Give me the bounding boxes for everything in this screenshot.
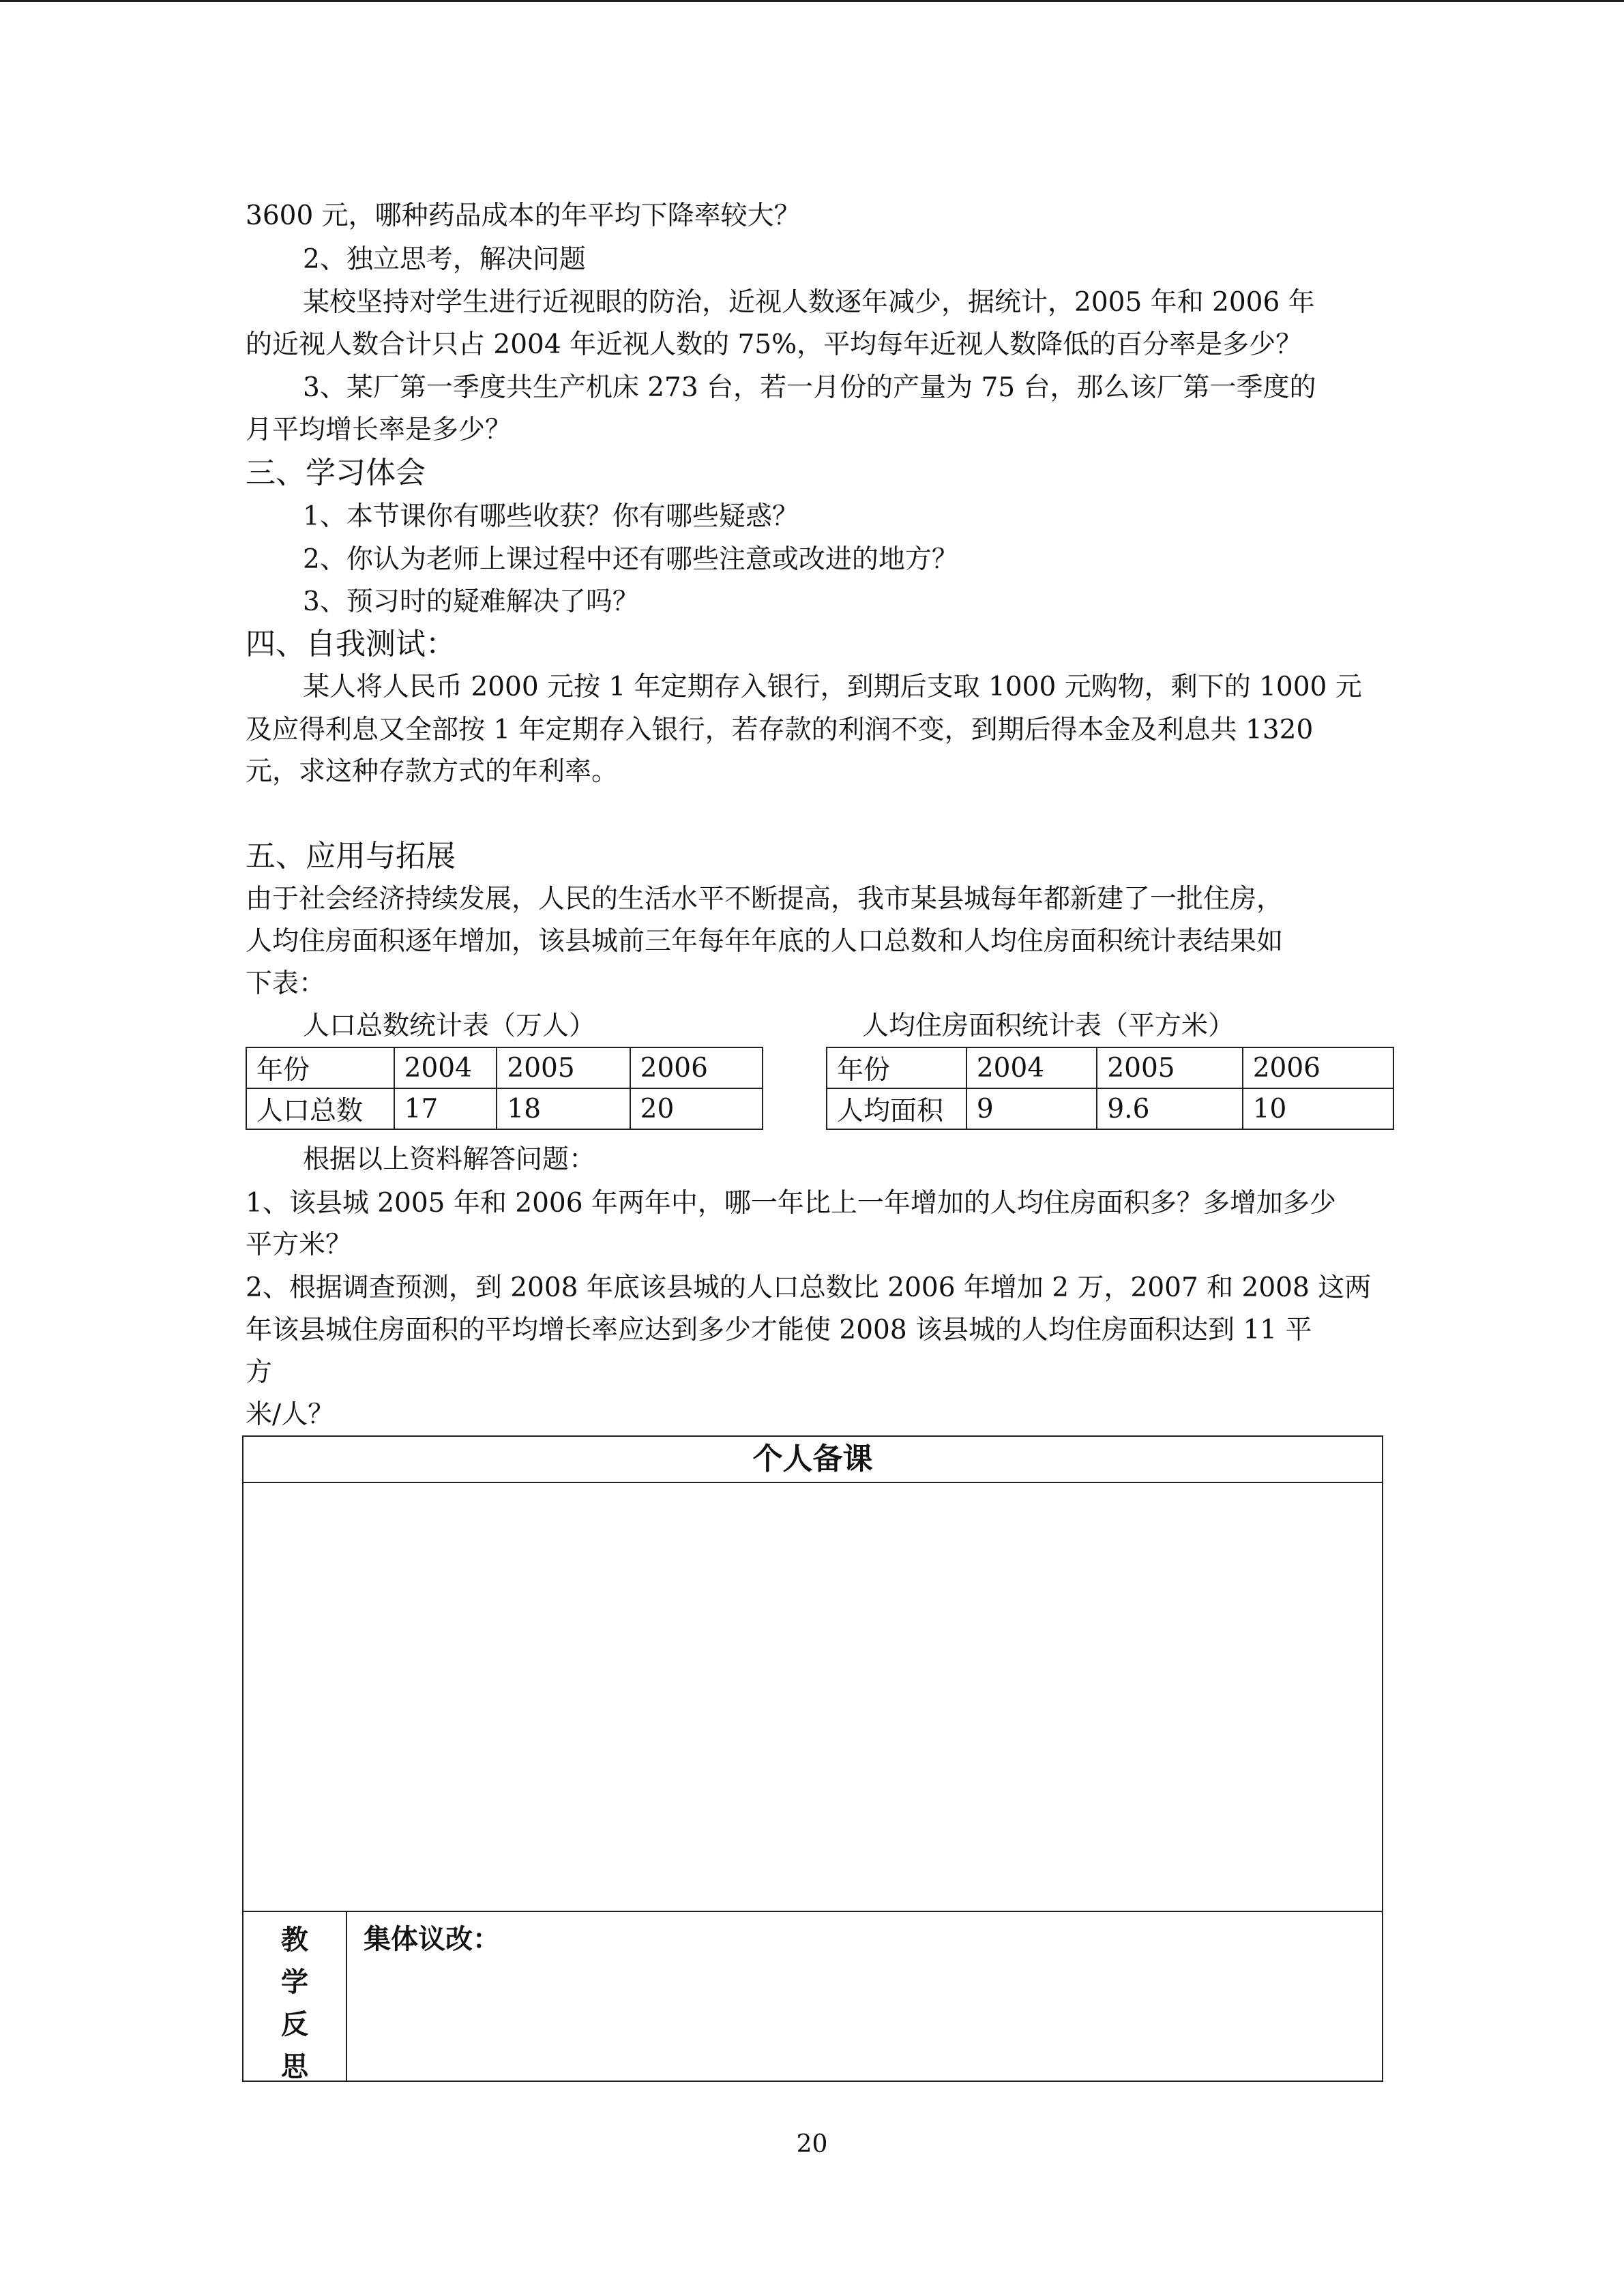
reflect-char: 反 <box>281 2008 308 2040</box>
table-cell: 人均面积 <box>827 1088 966 1129</box>
text-line: 方 <box>246 1357 273 1388</box>
text-line: 元，求这种存款方式的年利率。 <box>246 756 619 787</box>
text-line: 某人将人民币 2000 元按 1 年定期存入银行，到期后支取 1000 元购物，剩下的 1000 元 <box>303 672 1362 702</box>
text-line: 下表： <box>246 968 326 999</box>
text-line: 年该县城住房面积的平均增长率应达到多少才能使 2008 该县城的人均住房面积达到 11 平 <box>246 1315 1312 1345</box>
lesson-prep-box <box>242 1435 1383 2082</box>
table-cell: 17 <box>394 1088 497 1129</box>
table-row <box>246 1088 763 1129</box>
teaching-reflection-label <box>243 1912 347 2082</box>
table-row <box>827 1088 1393 1129</box>
table-cell: 2005 <box>1097 1047 1242 1088</box>
list-item: 1、本节课你有哪些收获？你有哪些疑惑？ <box>303 501 799 532</box>
list-item: 3、预习时的疑难解决了吗？ <box>303 586 639 617</box>
table-row <box>246 1047 763 1088</box>
table-cell: 2006 <box>630 1047 763 1088</box>
reflect-char: 学 <box>281 1966 308 1998</box>
text-line: 平方米？ <box>246 1229 353 1260</box>
section-heading-5: 五、应用与拓展 <box>246 839 456 874</box>
table-cell: 2005 <box>497 1047 630 1088</box>
table-caption-housing-area: 人均住房面积统计表（平方米） <box>862 1011 1235 1041</box>
table-cell: 20 <box>630 1088 763 1129</box>
subsection-title: 2、独立思考，解决问题 <box>303 244 586 275</box>
text-line: 某校坚持对学生进行近视眼的防治，近视人数逐年减少，据统计，2005 年和 2006 年 <box>303 287 1315 318</box>
text-line: 月平均增长率是多少？ <box>246 415 512 445</box>
text-line: 3、某厂第一季度共生产机床 273 台，若一月份的产量为 75 台，那么该厂第一季度的 <box>303 372 1316 403</box>
table-caption-population: 人口总数统计表（万人） <box>303 1011 596 1041</box>
question-1: 1、该县城 2005 年和 2006 年两年中，哪一年比上一年增加的人均住房面积多？多增加多少 <box>246 1188 1336 1219</box>
list-item: 2、你认为老师上课过程中还有哪些注意或改进的地方？ <box>303 544 958 575</box>
table-cell: 年份 <box>246 1047 394 1088</box>
housing-area-table <box>826 1047 1394 1130</box>
top-border-line <box>0 0 1624 2</box>
text-line: 人均住房面积逐年增加，该县城前三年每年年底的人口总数和人均住房面积统计表结果如 <box>246 926 1284 957</box>
collective-discussion-label: 集体议改： <box>364 1923 500 1955</box>
reflect-char: 思 <box>281 2051 308 2083</box>
table-cell: 年份 <box>827 1047 966 1088</box>
text-line: 米/人？ <box>246 1399 335 1430</box>
section-heading-3: 三、学习体会 <box>246 456 426 490</box>
population-table <box>246 1047 763 1130</box>
table-cell: 2004 <box>394 1047 497 1088</box>
text-line: 根据以上资料解答问题： <box>303 1144 596 1175</box>
text-line: 由于社会经济持续发展，人民的生活水平不断提高，我市某县城每年都新建了一批住房， <box>246 884 1284 914</box>
question-2: 2、根据调查预测，到 2008 年底该县城的人口总数比 2006 年增加 2 万，2007 和 2008 这两 <box>246 1272 1372 1303</box>
text-line: 的近视人数合计只占 2004 年近视人数的 75%，平均每年近视人数降低的百分率是多少？ <box>246 329 1303 360</box>
table-cell: 18 <box>497 1088 630 1129</box>
table-cell: 9 <box>966 1088 1097 1129</box>
text-line: 及应得利息又全部按 1 年定期存入银行，若存款的利润不变，到期后得本金及利息共 1320 <box>246 715 1314 745</box>
section-heading-4: 四、自我测试： <box>246 627 456 661</box>
table-cell: 人口总数 <box>246 1088 394 1129</box>
table-cell: 2006 <box>1243 1047 1393 1088</box>
reflect-char: 教 <box>281 1924 308 1956</box>
table-cell: 2004 <box>966 1047 1097 1088</box>
page-number: 20 <box>796 2130 828 2158</box>
text-line: 3600 元，哪种药品成本的年平均下降率较大？ <box>246 200 801 231</box>
teaching-reflection-row <box>243 1911 1382 2082</box>
prep-title: 个人备课 <box>243 1437 1382 1483</box>
table-cell: 9.6 <box>1097 1088 1242 1129</box>
table-cell: 10 <box>1243 1088 1393 1129</box>
table-row <box>827 1047 1393 1088</box>
